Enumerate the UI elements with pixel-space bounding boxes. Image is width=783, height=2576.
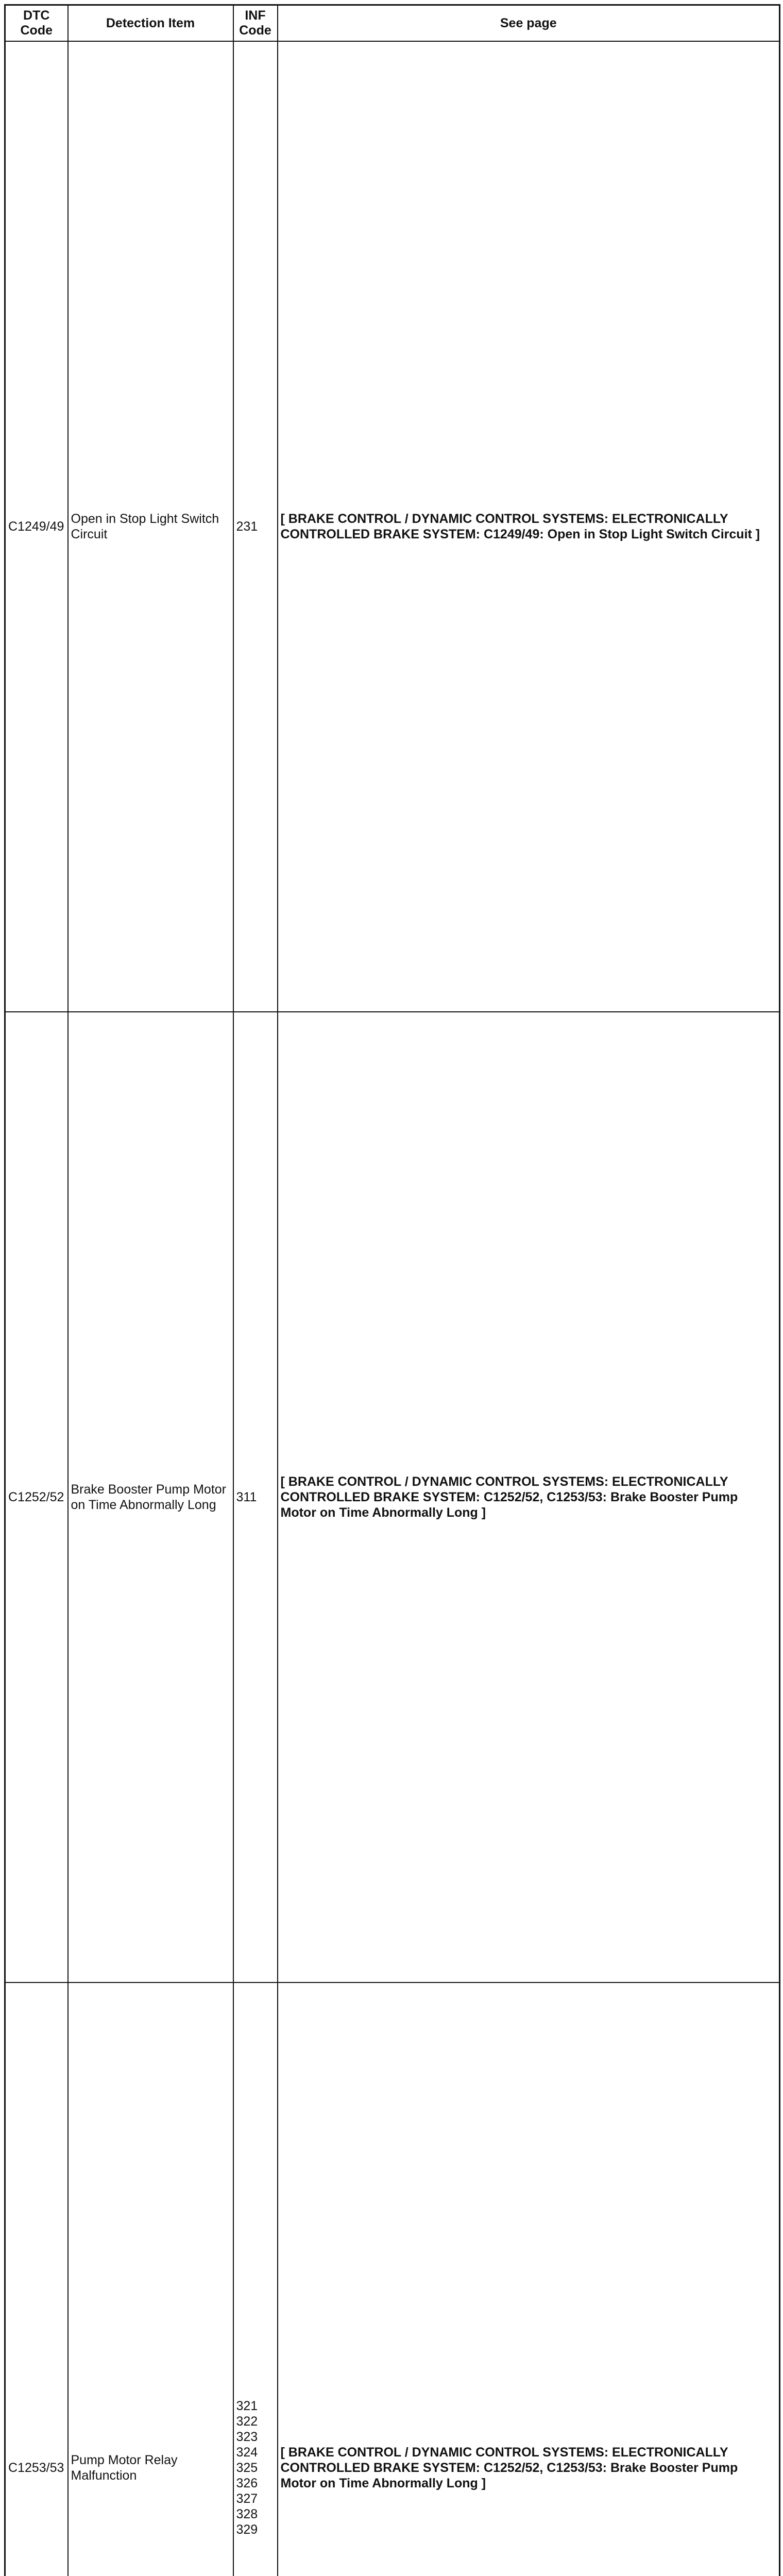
dtc-code-cell: C1249/49	[5, 41, 68, 1012]
dtc-code-cell: C1252/52	[5, 1012, 68, 1982]
inf-code-cell: 231	[233, 41, 278, 1012]
dtc-code-cell: C1253/53	[5, 1982, 68, 2576]
header-dtc-code: DTC Code	[5, 5, 68, 42]
header-see-page: See page	[278, 5, 780, 42]
inf-code-cell: 311	[233, 1012, 278, 1982]
table-row	[5, 1982, 780, 2576]
table-row	[5, 41, 780, 1012]
see-page-cell: [ BRAKE CONTROL / DYNAMIC CONTROL SYSTEMS: ELECTRONICALLY CONTROLLED BRAKE SYSTEM: C1252/52, C1253/53: Brake Booster Pump Motor on Time Abnormally Long ]	[278, 1982, 780, 2576]
dtc-table	[4, 4, 780, 2576]
inf-code-cell: 321 322 323 324 325 326 327 328 329	[233, 1982, 278, 2576]
header-inf-code: INF Code	[233, 5, 278, 42]
detection-item-cell: Pump Motor Relay Malfunction	[68, 1982, 233, 2576]
table-row	[5, 1012, 780, 1982]
header-detection-item: Detection Item	[68, 5, 233, 42]
see-page-cell: [ BRAKE CONTROL / DYNAMIC CONTROL SYSTEMS: ELECTRONICALLY CONTROLLED BRAKE SYSTEM: C1252/52, C1253/53: Brake Booster Pump Motor on Time Abnormally Long ]	[278, 1012, 780, 1982]
header-row	[5, 5, 780, 42]
see-page-cell: [ BRAKE CONTROL / DYNAMIC CONTROL SYSTEMS: ELECTRONICALLY CONTROLLED BRAKE SYSTEM: C1249/49: Open in Stop Light Switch Circuit ]	[278, 41, 780, 1012]
table-body	[5, 41, 780, 2576]
detection-item-cell: Brake Booster Pump Motor on Time Abnormally Long	[68, 1012, 233, 1982]
detection-item-cell: Open in Stop Light Switch Circuit	[68, 41, 233, 1012]
